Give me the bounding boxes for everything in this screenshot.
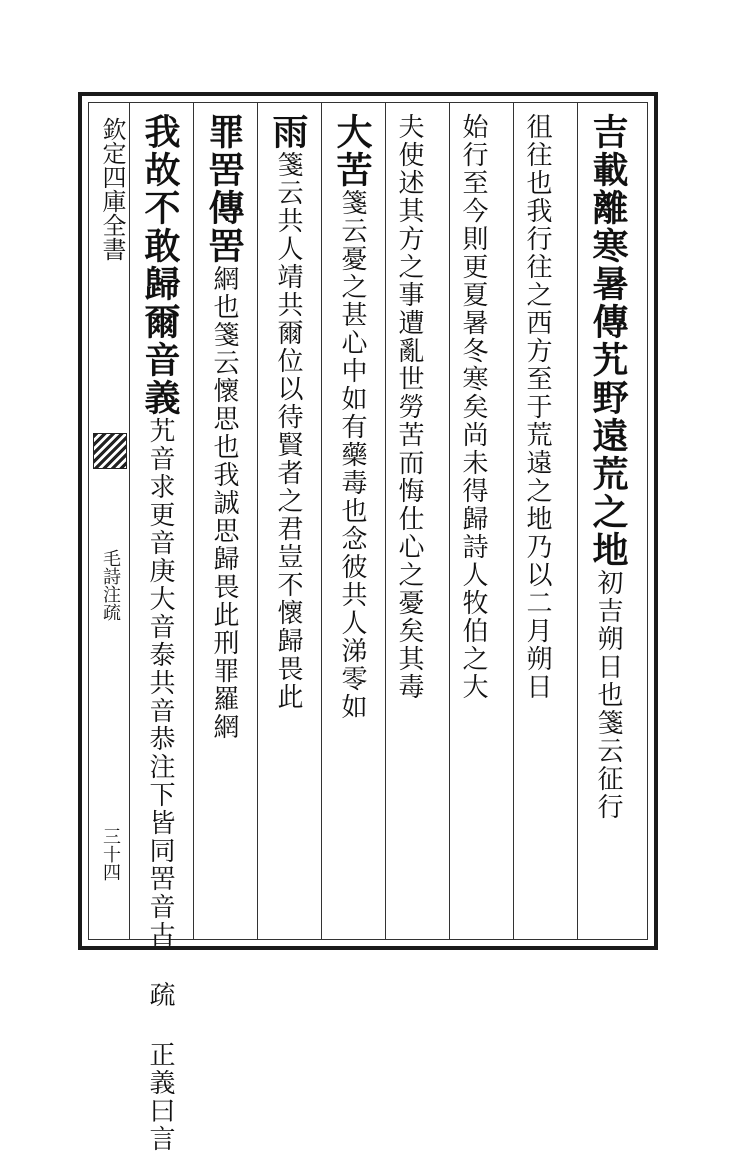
commentary-text: 網也箋云懷思也我誠思歸畏此刑罪羅網 — [209, 265, 239, 741]
column-rule — [193, 103, 194, 939]
section-title: 毛詩注疏 — [100, 549, 121, 621]
page-frame — [78, 92, 658, 1153]
commentary-text: 始行至今則更夏暑冬寒矣尚未得歸詩人牧伯之大 — [458, 113, 488, 701]
main-text: 雨 — [267, 113, 309, 151]
column-rule — [577, 103, 578, 939]
text-column-7 — [199, 113, 250, 741]
inner-frame — [88, 102, 648, 1153]
text-column-2 — [519, 113, 556, 701]
fishtail-mark — [93, 433, 127, 469]
commentary-text: 初吉朔日也箋云征行 — [593, 569, 623, 821]
book-title: 欽定四庫全書 — [98, 117, 126, 261]
main-text: 吉載離寒暑傳艽野遠荒之地 — [587, 113, 629, 569]
main-text: 罪罟傳罟 — [203, 113, 245, 265]
commentary-text: 夫使述其方之事遭亂世勞苦而悔仕心之憂矣其毒 — [394, 113, 424, 701]
text-column-4 — [391, 113, 428, 701]
column-rule — [449, 103, 450, 939]
commentary-text: 箋云共人靖共爾位以待賢者之君豈不懷歸畏此 — [273, 151, 303, 711]
text-column-1 — [583, 113, 634, 821]
commentary-text: 箋云憂之甚心中如有藥毒也念彼共人涕零如 — [337, 189, 367, 721]
main-text: 我故不敢歸爾音義 — [139, 113, 181, 417]
commentary-text: 徂往也我行往之西方至于荒遠之地乃以二月朔日 — [522, 113, 552, 701]
column-rule — [385, 103, 386, 939]
column-rule — [129, 103, 130, 939]
margin-column — [89, 103, 129, 939]
commentary-text: 艽音求更音庚大音泰共音恭注下皆同罟音古 疏 正義曰言 — [145, 417, 175, 1153]
column-rule — [257, 103, 258, 939]
main-text: 大苦 — [331, 113, 373, 189]
column-rule — [321, 103, 322, 939]
text-column-3 — [455, 113, 492, 701]
text-column-5 — [327, 113, 378, 721]
column-rule — [513, 103, 514, 939]
page-number: 三十四 — [100, 827, 121, 881]
text-column-6 — [263, 113, 314, 711]
text-column-8 — [135, 113, 186, 1153]
